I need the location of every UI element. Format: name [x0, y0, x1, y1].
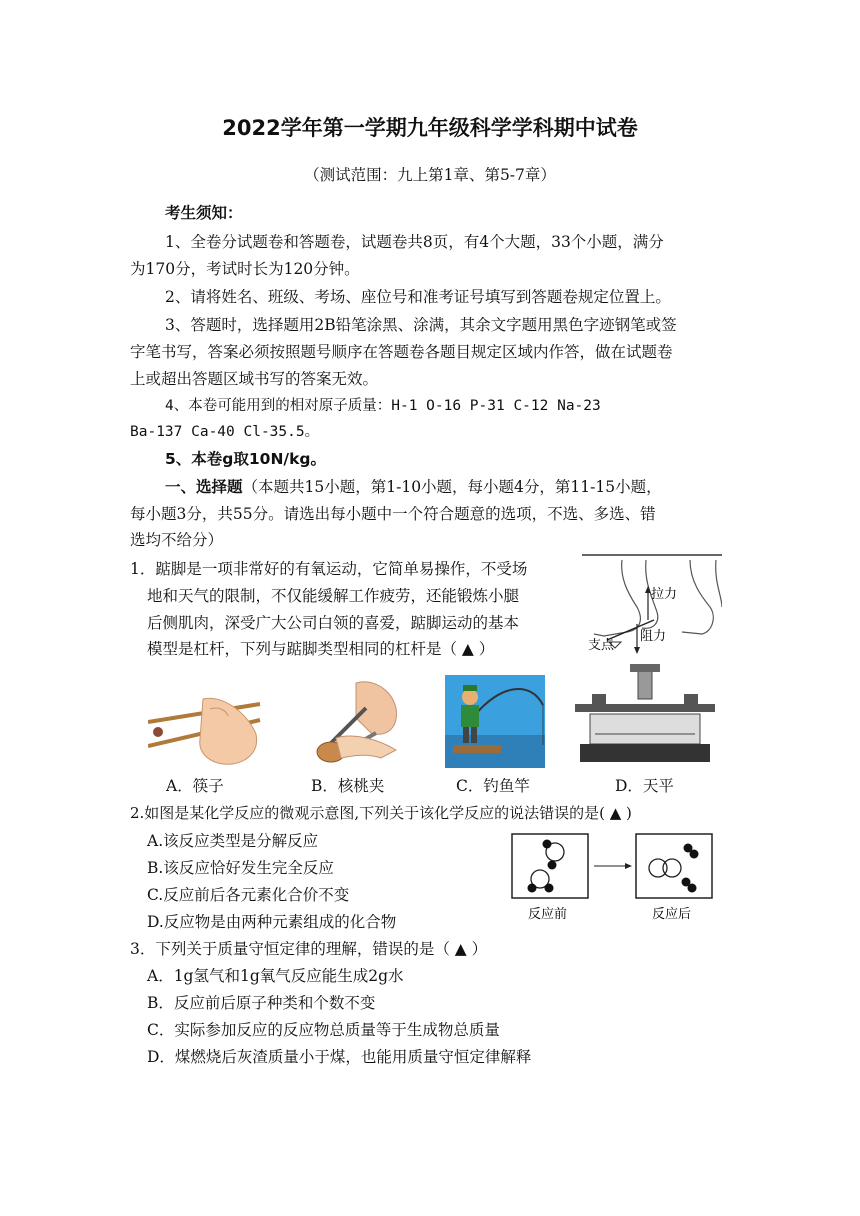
chopsticks-image — [148, 684, 263, 769]
q1-stem-2: 地和天气的限制，不仅能缓解工作疲劳，还能锻炼小腿 — [147, 587, 520, 605]
q2-option-b: B.该反应恰好发生完全反应 — [147, 859, 334, 877]
reaction-diagram — [510, 832, 725, 922]
q2-option-a: A.该反应类型是分解反应 — [147, 832, 319, 850]
notice-item-4: 4、本卷可能用到的相对原子质量：H-1 O-16 P-31 C-12 Na-23 — [165, 398, 601, 414]
q3-option-c: C．实际参加反应的反应物总质量等于生成物总质量 — [147, 1021, 500, 1039]
q1-stem-3: 后侧肌肉，深受广大公司白领的喜爱，踮脚运动的基本 — [147, 614, 520, 632]
before-label: 反应前 — [528, 907, 568, 922]
notice-item-3-cont: 字笔书写，答案必须按照题号顺序在答题卷各题目规定区域内作答，做在试题卷 — [130, 343, 673, 361]
q3-option-a: A．1g氢气和1g氧气反应能生成2g水 — [147, 967, 404, 985]
balance-scale-image — [570, 664, 720, 769]
q1-option-a: A．筷子 — [166, 777, 224, 795]
foot-lever-figure — [582, 552, 722, 662]
force-up-label: 拉力 — [651, 587, 678, 602]
nutcracker-image — [296, 678, 406, 770]
fulcrum-label: 支点 — [588, 638, 615, 653]
q1-option-b: B．核桃夹 — [311, 777, 385, 795]
page-title: 2022学年第一学期九年级科学学科期中试卷 — [222, 116, 638, 140]
force-down-label: 阻力 — [640, 629, 667, 644]
q1-option-c: C．钓鱼竿 — [456, 777, 530, 795]
notice-item-1: 1、全卷分试题卷和答题卷，试题卷共8页，有4个大题，33个小题，满分 — [165, 233, 664, 251]
after-label: 反应后 — [652, 907, 692, 922]
notice-item-1-cont: 为170分，考试时长为120分钟。 — [130, 260, 360, 278]
q3-stem: 3．下列关于质量守恒定律的理解，错误的是（ ▲ ） — [130, 940, 488, 958]
q2-stem: 2.如图是某化学反应的微观示意图,下列关于该化学反应的说法错误的是( ▲ ) — [130, 804, 632, 822]
q1-stem: 1．踮脚是一项非常好的有氧运动，它简单易操作，不受场 — [130, 560, 528, 578]
q1-option-d: D．天平 — [615, 777, 674, 795]
section-desc-cont2: 选均不给分） — [130, 531, 224, 549]
q2-option-c: C.反应前后各元素化合价不变 — [147, 886, 350, 904]
notice-item-4-cont: Ba-137 Ca-40 Cl-35.5。 — [130, 424, 320, 440]
notice-item-5: 5、本卷g取10N/kg。 — [165, 450, 326, 468]
q3-option-d: D．煤燃烧后灰渣质量小于煤，也能用质量守恒定律解释 — [147, 1048, 532, 1066]
notice-item-3: 3、答题时，选择题用2B铅笔涂黑、涂满，其余文字题用黑色字迹钢笔或签 — [165, 316, 677, 334]
fishing-rod-image — [445, 675, 545, 768]
notice-item-3-cont2: 上或超出答题区域书写的答案无效。 — [130, 370, 379, 388]
q1-stem-4: 模型是杠杆，下列与踮脚类型相同的杠杆是（ ▲ ） — [147, 640, 495, 658]
section-desc-cont: 每小题3分，共55分。请选出每小题中一个符合题意的选项，不选、多选、错 — [130, 505, 656, 523]
section-heading: 一、选择题 — [165, 478, 243, 496]
notice-heading: 考生须知： — [165, 204, 243, 222]
notice-item-2: 2、请将姓名、班级、考场、座位号和准考证号填写到答题卷规定位置上。 — [165, 288, 671, 306]
q2-option-d: D.反应物是由两种元素组成的化合物 — [147, 913, 397, 931]
q3-option-b: B．反应前后原子种类和个数不变 — [147, 994, 376, 1012]
section-desc: （本题共15小题，第1-10小题，每小题4分，第11-15小题， — [242, 478, 662, 496]
page-subtitle: （测试范围：九上第1章、第5-7章） — [304, 166, 556, 184]
